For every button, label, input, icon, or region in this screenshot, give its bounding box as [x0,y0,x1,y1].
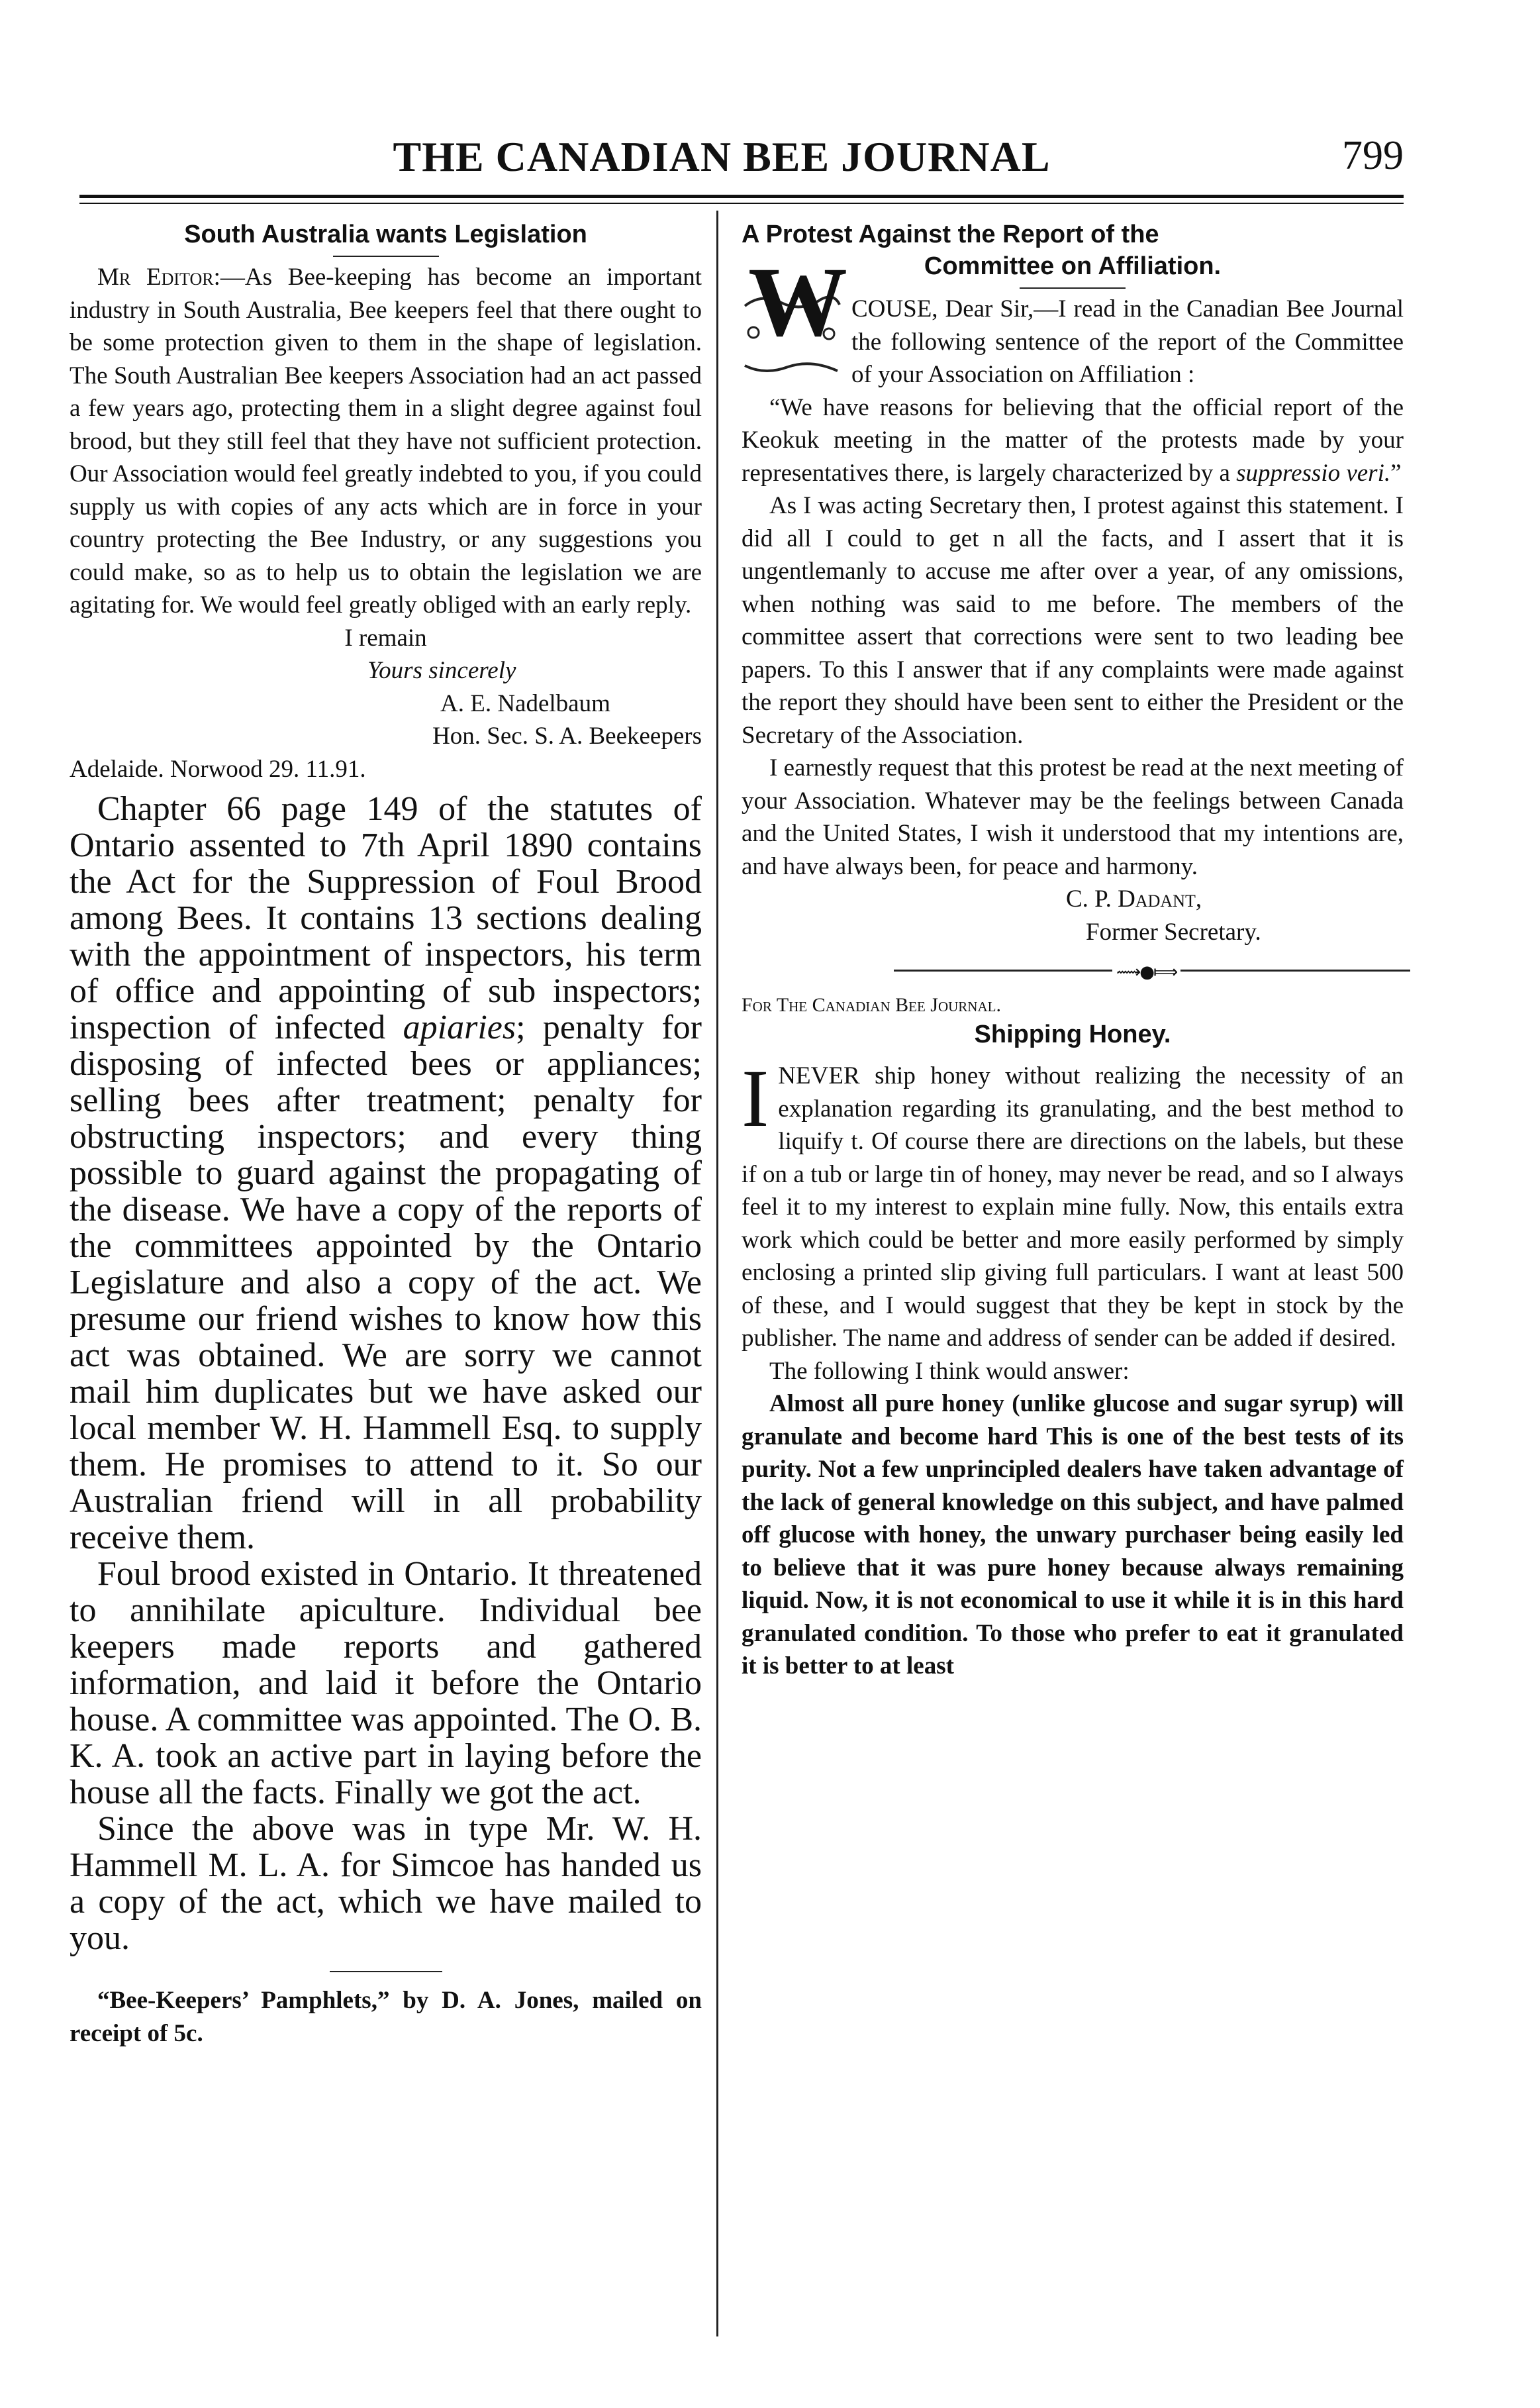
protest-opening: COUSE, Dear Sir,—I read in the Canadian Bee Journal the following sentence of the report of the Committee of your Association on Affiliation : [851,295,1404,388]
heading-rule [333,256,439,257]
ad-text: “Bee-Keepers’ Pamphlets,” by D. A. Jones, mailed on receipt of 5c. [70,1987,702,2047]
letter-signer: A. E. Nadelbaum [440,689,610,717]
protest-signer: C. P. Dadant, [1066,885,1202,913]
protest-paragraph: As I was acting Secretary then, I protest against this statement. I did all I could to get n all the facts, and I assert that it is ungentlemanly to accuse me after over a year, of any omissions, when nothing was said to me before. The members of the committee assert that corrections were sent to two leading bee papers. To this I answer that if any complaints were made against the report they should have been sent to either the President or the Secretary of the Association. [742,492,1404,749]
editorial-text: ; penalty for disposing of infected bees or appliances; selling bees after treatment; penalty for obstructing inspectors; and every thing possible to guard against the propagating of the disease. We have a copy of the reports of the committees appointed by the Ontario Legislature and also a copy of the act. We presume our friend wishes to know how this act was obtained. We are sorry we cannot mail him duplicates but we have asked our local member W. H. Hammell Esq. to supply them. He promises to attend to it. So our Australian friend will in all probability receive them. [70,1009,702,1556]
shipping-body [742,1053,1404,1683]
letter-salutation: Mr Editor: [97,264,220,291]
protest-quote [742,391,1404,490]
right-column [742,219,1404,1683]
column-divider [716,211,718,2336]
article-heading: South Australia wants Legislation [184,221,587,248]
shipping-paragraph: Almost all pure honey (unlike glucose and sugar syrup) will granulate and become hard This is one of the best tests of its purity. Not a few unprincipled dealers have taken advantage of the lack of general knowledge on this subject, and have palmed off glucose with honey, the unwary purchaser being easily led to believe that it was pure honey because always remaining liquid. Now, it is not economical to use it while it is in this hard granulated condition. To those who prefer to eat it granulated it is better to at least [742,1390,1404,1680]
quote-text: ” [1390,459,1402,487]
article-credit: For The Canadian Bee Journal. [742,994,1001,1016]
header-rule-thin [79,203,1404,204]
letter-signer-title: Hon. Sec. S. A. Beekeepers [432,723,702,750]
editorial-italic: apiaries [403,1009,516,1046]
ornamental-rule [894,960,1410,980]
letter-body [70,261,702,785]
editorial-paragraph: Foul brood existed in Ontario. It threatened to annihilate apiculture. Individual bee keepers made reports and gathered information, and laid it before the Ontario house. A committee was appointed. The O. B. K. A. took an active part in laying before the house all the facts. Finally we got the act. [70,1555,702,1811]
shipping-paragraph: The following I think would answer: [769,1357,1130,1385]
editorial-paragraph [70,791,702,1556]
section-rule [330,1971,442,1972]
pamphlet-ad [70,1984,702,2050]
page-header [79,132,1404,192]
article-heading: Shipping Honey. [974,1021,1171,1048]
ornamental-drop-cap [742,247,847,379]
closing-line-1: I remain [344,624,427,652]
journal-title: THE CANADIAN BEE JOURNAL [393,133,1051,180]
letter-paragraph [70,261,702,622]
heading-rule [1020,287,1126,289]
drop-cap-letter: I [742,1053,769,1144]
article-heading: Committee on Affiliation. [924,252,1222,280]
protest-signer-title: Former Secretary. [1086,918,1261,946]
left-column [70,219,702,2050]
editorial-paragraph: Since the above was in type Mr. W. H. Hammell M. L. A. for Simcoe has handed us a copy of the act, which we have mailed to you. [70,1810,702,1957]
ornament-icon: ⟿●⟾ [1112,962,1180,982]
shipping-paragraph: NEVER ship honey without realizing the necessity of an explanation regarding its granulating, and the best method to liquify t. Of course there are directions on the labels, but these if on a tub or large tin of honey, may never be read, and so I always feel it to my interest to explain mine fully. Now, this entails extra work which could be better and more easily performed by simply enclosing a printed slip giving full particulars. I want at least 500 of these, and I would suggest that they be kept in stock by the publisher. The name and address of sender can be added if desired. [742,1062,1404,1352]
letter-text: —As Bee-keeping has become an important industry in South Australia, Bee keepers feel that there ought to be some protection given to them in the shape of legislation. The South Australian Bee keepers Association had an act passed a few years ago, protecting them in a slight degree against foul brood, but they still feel that they have not sufficient protection. Our Association would feel greatly indebted to you, if you could supply us with copies of any acts which are in force in your country protecting the Bee Industry, or any suggestions you could make, so as to help us to obtain the legislation we are agitating for. We would feel greatly obliged with an early reply. [70,264,702,619]
editorial-text: Chapter 66 page 149 of the statutes of Ontario assented to 7th April 1890 contains the Act for the Suppression of Foul Brood among Bees. It contains 13 sections dealing with the appointment of inspectors, his term of office and appointing of sub inspectors; inspection of infected [70,790,702,1046]
editorial-reply [70,791,702,1956]
header-rule-thick [79,195,1404,198]
quote-text: “We have reasons for believing that the official report of the Keokuk meeting in the matter of the protests made by your representatives there, is largely characterized by a [742,393,1404,487]
page-number: 799 [1342,133,1404,178]
protest-paragraph: I earnestly request that this protest be read at the next meeting of your Association. Whatever may be the feelings between Canada and the United States, I wish it understood that my intentions are, and have always been, for peace and harmony. [742,754,1404,880]
drop-cap-letter: W [748,247,847,357]
quote-italic: suppressio veri. [1236,459,1391,487]
letter-place-date: Adelaide. Norwood 29. 11.91. [70,755,366,783]
closing-line-2: Yours sincerely [367,657,516,684]
article-heading: A Protest Against the Report of the [742,221,1159,248]
